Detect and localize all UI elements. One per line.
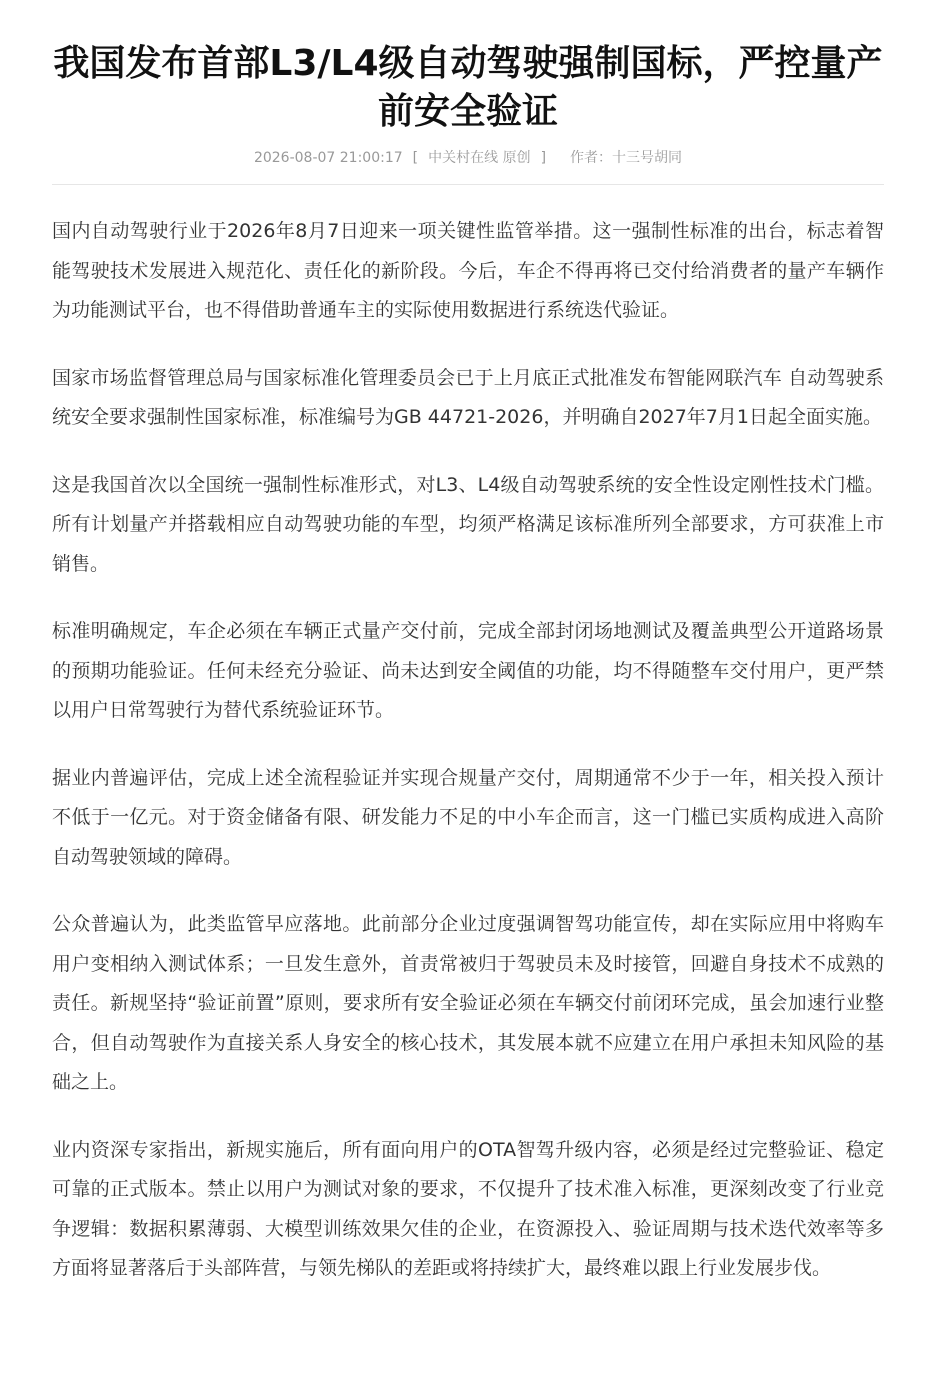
paragraph: 标准明确规定，车企必须在车辆正式量产交付前，完成全部封闭场地测试及覆盖典型公开道路场景的预期功能验证。任何未经充分验证、尚未达到安全阈值的功能，均不得随整车交付用户，更严禁以用户日常驾驶行为替代系统验证环节。 [52,620,884,721]
paragraph: 公众普遍认为，此类监管早应落地。此前部分企业过度强调智驾功能宣传，却在实际应用中将购车用户变相纳入测试体系；一旦发生意外，首责常被归于驾驶员未及时接管，回避自身技术不成熟的责任。新规坚持“验证前置”原则，要求所有安全验证必须在车辆交付前闭环完成，虽会加速行业整合，但自动驾驶作为直接关系人身安全的核心技术，其发展本就不应建立在用户承担未知风险的基础之上。 [52,913,884,1093]
article-meta [52,146,884,170]
article-body [52,212,884,1289]
article-source[interactable]: 中关村在线 原创 [428,150,531,166]
bracket-close: ] [540,150,547,166]
paragraph: 这是我国首次以全国统一强制性标准形式，对L3、L4级自动驾驶系统的安全性设定刚性技术门槛。所有计划量产并搭载相应自动驾驶功能的车型，均须严格满足该标准所列全部要求，方可获准上市销售。 [52,473,884,575]
paragraph: 国内自动驾驶行业于2026年8月7日迎来一项关键性监管举措。这一强制性标准的出台，标志着智能驾驶技术发展进入规范化、责任化的新阶段。今后，车企不得再将已交付给消费者的量产车辆作为功能测试平台，也不得借助普通车主的实际使用数据进行系统迭代验证。 [52,220,884,321]
paragraph: 业内资深专家指出，新规实施后，所有面向用户的OTA智驾升级内容，必须是经过完整验证、稳定可靠的正式版本。禁止以用户为测试对象的要求，不仅提升了技术准入标准，更深刻改变了行业竞争逻辑：数据积累薄弱、大模型训练效果欠佳的企业，在资源投入、验证周期与技术迭代效率等多方面将显著落后于头部阵营，与领先梯队的差距或将持续扩大，最终难以跟上行业发展步伐。 [52,1138,884,1279]
paragraph: 据业内普遍评估，完成上述全流程验证并实现合规量产交付，周期通常不少于一年，相关投入预计不低于一亿元。对于资金储备有限、研发能力不足的中小车企而言，这一门槛已实质构成进入高阶自动驾驶领域的障碍。 [52,766,884,868]
article [52,0,884,1317]
header-divider [52,184,884,185]
publish-date: 2026-08-07 21:00:17 [253,150,403,166]
article-title: 我国发布首部L3/L4级自动驾驶强制国标，严控量产前安全验证 [53,43,883,132]
bracket-open: [ [412,150,419,166]
article-author: 作者：十三号胡同 [570,150,683,166]
paragraph: 国家市场监督管理总局与国家标准化管理委员会已于上月底正式批准发布智能网联汽车 自动驾驶系统安全要求强制性国家标准，标准编号为GB 44721-2026，并明确自2027年7月1日起全面实施。 [52,366,884,428]
